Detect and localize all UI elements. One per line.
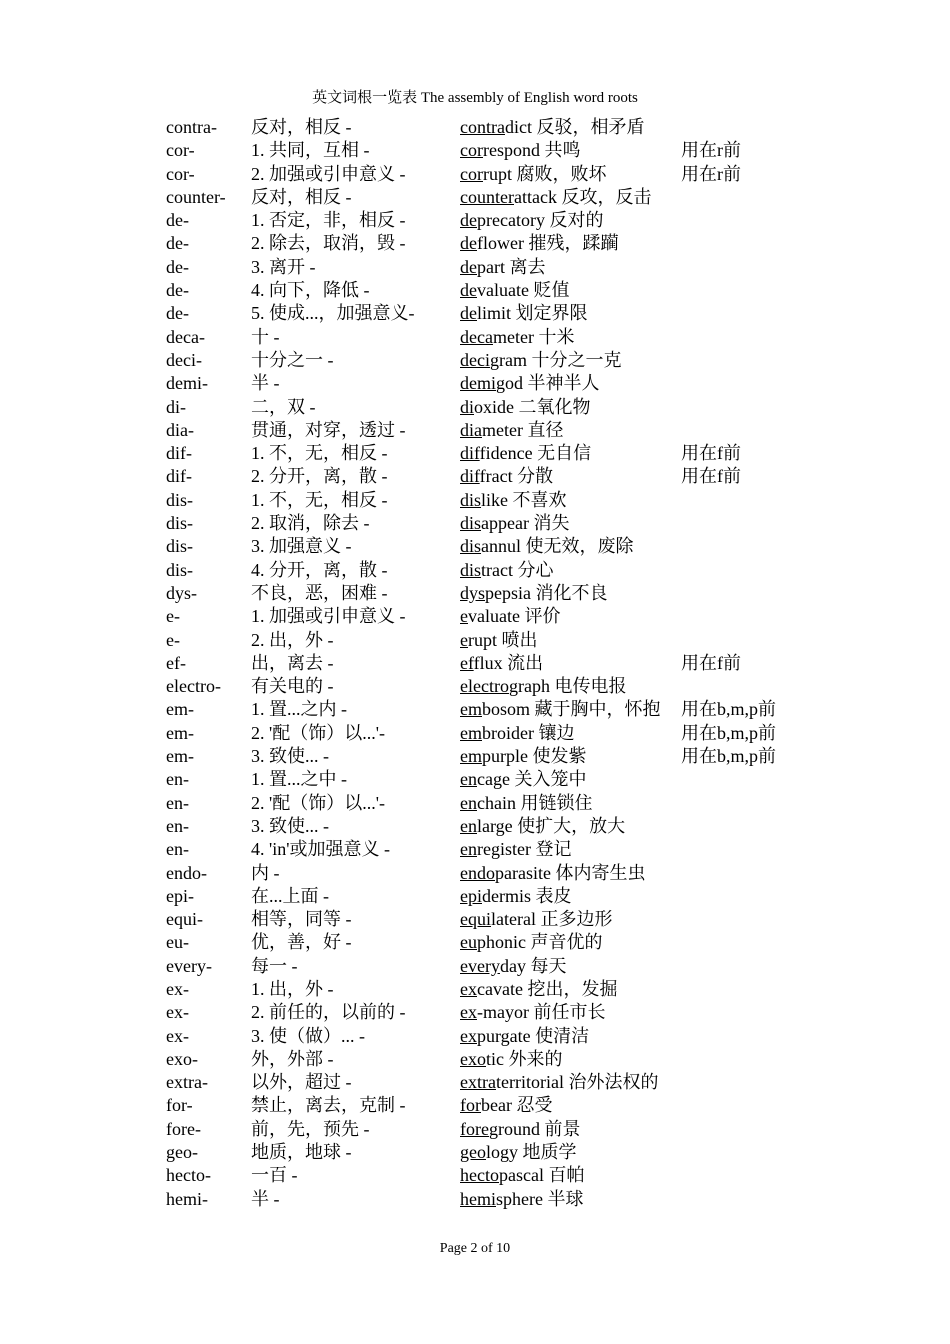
example-rest: territorial 治外法权的 xyxy=(495,1072,659,1093)
list-item xyxy=(0,885,950,908)
prefix-cell: every- xyxy=(166,955,212,976)
prefix-cell: contra- xyxy=(166,117,217,137)
example-root: deci xyxy=(460,349,490,370)
example-rest: limit 划定界限 xyxy=(477,303,588,324)
meaning-cell: 贯通，对穿，透过 - xyxy=(251,419,406,440)
note-cell: 用在b,m,p前 xyxy=(681,699,777,720)
list-item xyxy=(0,1071,950,1094)
example-rest: cavate 挖出，发掘 xyxy=(477,978,618,999)
example-rest: appear 消失 xyxy=(481,513,570,534)
list-item xyxy=(0,1188,950,1211)
list-item xyxy=(0,279,950,302)
example-root: ef xyxy=(460,652,474,673)
prefix-cell: de- xyxy=(166,210,189,231)
list-item xyxy=(0,512,950,535)
prefix-cell: dif- xyxy=(166,466,192,487)
list-item xyxy=(0,862,950,885)
example-root: en xyxy=(460,792,477,813)
list-item xyxy=(0,302,950,325)
meaning-cell: 十分之一 - xyxy=(251,349,334,370)
example-root: ex xyxy=(460,1002,477,1023)
example-cell xyxy=(460,1118,580,1141)
list-item xyxy=(0,815,950,838)
list-item xyxy=(0,372,950,395)
example-root: dia xyxy=(460,419,482,440)
example-root: dis xyxy=(460,513,482,534)
meaning-cell: 二，双 - xyxy=(251,396,316,417)
example-cell xyxy=(460,885,572,908)
list-item xyxy=(0,349,950,372)
example-cell xyxy=(460,256,545,279)
list-item xyxy=(0,838,950,861)
prefix-cell: de- xyxy=(166,303,189,324)
prefix-cell: em- xyxy=(166,722,194,743)
example-root: cor xyxy=(460,163,483,184)
example-cell xyxy=(460,465,553,488)
example-rest: large 使扩大，放大 xyxy=(477,815,626,836)
meaning-cell: 1. 否定，非，相反 - xyxy=(251,210,406,231)
example-cell xyxy=(460,559,554,582)
example-rest: tic 外来的 xyxy=(486,1048,563,1069)
note-cell: 用在f前 xyxy=(681,443,741,464)
list-item xyxy=(0,465,950,488)
list-item xyxy=(0,256,950,279)
prefix-cell: de- xyxy=(166,280,189,301)
prefix-cell: equi- xyxy=(166,909,203,930)
list-item xyxy=(0,955,950,978)
example-root: eu xyxy=(460,932,477,953)
prefix-cell: cor- xyxy=(166,163,195,184)
example-root: for xyxy=(460,1095,481,1116)
prefix-cell: dia- xyxy=(166,419,194,440)
list-item xyxy=(0,419,950,442)
example-rest: graph 电传电报 xyxy=(508,676,627,697)
example-root: dif xyxy=(460,466,480,487)
example-root: de xyxy=(460,280,477,301)
example-root: cor xyxy=(460,140,483,161)
example-cell xyxy=(460,489,567,512)
list-item xyxy=(0,722,950,745)
example-rest: pepsia 消化不良 xyxy=(485,582,608,603)
list-item xyxy=(0,186,950,209)
list-item xyxy=(0,489,950,512)
example-rest: day 每天 xyxy=(499,955,567,976)
example-cell xyxy=(460,372,600,395)
meaning-cell: 外，外部 - xyxy=(251,1048,334,1069)
note-cell: 用在b,m,p前 xyxy=(681,746,777,767)
meaning-cell: 2. '配（饰）以...'- xyxy=(251,792,385,813)
example-rest: broider 镶边 xyxy=(482,722,575,743)
meaning-cell: 1. 置...之内 - xyxy=(251,699,347,720)
example-rest: oxide 二氧化物 xyxy=(474,396,591,417)
note-cell: 用在f前 xyxy=(681,466,741,487)
prefix-cell: dis- xyxy=(166,536,193,557)
example-root: extra xyxy=(460,1072,496,1093)
example-rest: cage 关入笼中 xyxy=(477,769,587,790)
list-item xyxy=(0,605,950,628)
prefix-cell: epi- xyxy=(166,885,194,906)
list-item xyxy=(0,1141,950,1164)
example-root: dys xyxy=(460,582,486,603)
prefix-cell: de- xyxy=(166,233,189,254)
meaning-cell: 半 - xyxy=(251,1188,280,1209)
example-rest: valuate 贬值 xyxy=(477,280,570,301)
list-item xyxy=(0,1001,950,1024)
list-item xyxy=(0,559,950,582)
list-item xyxy=(0,1094,950,1117)
example-root: em xyxy=(460,722,482,743)
word-root-list xyxy=(0,116,950,1211)
list-item xyxy=(0,139,950,162)
example-root: fore xyxy=(460,1118,489,1139)
example-cell xyxy=(460,1141,577,1164)
prefix-cell: ex- xyxy=(166,1002,189,1023)
prefix-cell: hemi- xyxy=(166,1188,208,1209)
list-item xyxy=(0,163,950,186)
example-cell xyxy=(460,815,625,838)
prefix-cell: ex- xyxy=(166,1025,189,1046)
example-root: counter xyxy=(460,186,514,207)
example-rest: -mayor 前任市长 xyxy=(477,1002,606,1023)
example-root: demi xyxy=(460,373,496,394)
example-root: geo xyxy=(460,1142,486,1163)
example-root: ex xyxy=(460,978,477,999)
meaning-cell: 地质，地球 - xyxy=(251,1142,352,1163)
meaning-cell: 反对，相反 - xyxy=(251,186,352,207)
example-rest: bosom 藏于胸中，怀抱 xyxy=(482,699,661,720)
prefix-cell: exo- xyxy=(166,1048,198,1069)
example-root: endo xyxy=(460,862,495,883)
list-item xyxy=(0,1048,950,1071)
example-rest: register 登记 xyxy=(477,839,572,860)
meaning-cell: 禁止，离去，克制 - xyxy=(251,1095,406,1116)
prefix-cell: e- xyxy=(166,629,180,650)
meaning-cell: 一百 - xyxy=(251,1165,298,1186)
example-cell xyxy=(460,698,661,721)
meaning-cell: 2. 除去，取消，毁 - xyxy=(251,233,406,254)
example-cell xyxy=(460,955,566,978)
example-cell xyxy=(460,1094,552,1117)
prefix-cell: en- xyxy=(166,792,189,813)
prefix-cell: cor- xyxy=(166,140,195,161)
example-rest: lateral 正多边形 xyxy=(491,909,613,930)
prefix-cell: e- xyxy=(166,606,180,627)
example-root: dis xyxy=(460,536,482,557)
example-rest: parasite 体内寄生虫 xyxy=(495,862,646,883)
prefix-cell: en- xyxy=(166,815,189,836)
meaning-cell: 2. 取消，除去 - xyxy=(251,513,370,534)
example-rest: tract 分心 xyxy=(481,559,554,580)
list-item xyxy=(0,535,950,558)
example-rest: dict 反驳，相矛盾 xyxy=(504,117,645,137)
list-item xyxy=(0,675,950,698)
meaning-cell: 4. 分开，离，散 - xyxy=(251,559,388,580)
meaning-cell: 以外，超过 - xyxy=(251,1072,352,1093)
meaning-cell: 3. 使（做）... - xyxy=(251,1025,365,1046)
prefix-cell: ef- xyxy=(166,652,186,673)
prefix-cell: demi- xyxy=(166,373,208,394)
example-rest: purgate 使清洁 xyxy=(477,1025,590,1046)
prefix-cell: em- xyxy=(166,746,194,767)
example-cell xyxy=(460,419,563,442)
example-cell xyxy=(460,792,592,815)
meaning-cell: 十 - xyxy=(251,326,280,347)
example-rest: god 半神半人 xyxy=(496,373,600,394)
example-rest: phonic 声音优的 xyxy=(477,932,603,953)
meaning-cell: 1. 不，无，相反 - xyxy=(251,489,388,510)
example-rest: dermis 表皮 xyxy=(482,885,572,906)
example-cell xyxy=(460,209,603,232)
meaning-cell: 每一 - xyxy=(251,955,298,976)
prefix-cell: dis- xyxy=(166,559,193,580)
example-cell xyxy=(460,349,621,372)
example-cell xyxy=(460,605,560,628)
example-rest: attack 反攻，反击 xyxy=(513,186,652,207)
prefix-cell: counter- xyxy=(166,186,226,207)
example-cell xyxy=(460,629,538,652)
example-cell xyxy=(460,302,588,325)
example-rest: gram 十分之一克 xyxy=(489,349,622,370)
example-cell xyxy=(460,139,580,162)
meaning-cell: 2. 加强或引申意义 - xyxy=(251,163,406,184)
prefix-cell: em- xyxy=(166,699,194,720)
list-item xyxy=(0,768,950,791)
example-root: de xyxy=(460,233,477,254)
example-root: electro xyxy=(460,676,509,697)
example-cell xyxy=(460,908,612,931)
example-rest: fract 分散 xyxy=(479,466,554,487)
example-cell xyxy=(460,862,645,885)
prefix-cell: eu- xyxy=(166,932,189,953)
example-rest: part 离去 xyxy=(477,256,546,277)
prefix-cell: dis- xyxy=(166,513,193,534)
meaning-cell: 出，离去 - xyxy=(251,652,334,673)
example-cell xyxy=(460,116,644,139)
meaning-cell: 1. 出，外 - xyxy=(251,978,334,999)
prefix-cell: geo- xyxy=(166,1142,198,1163)
example-cell xyxy=(460,396,591,419)
meaning-cell: 3. 离开 - xyxy=(251,256,316,277)
prefix-cell: dis- xyxy=(166,489,193,510)
prefix-cell: di- xyxy=(166,396,186,417)
prefix-cell: endo- xyxy=(166,862,207,883)
list-item xyxy=(0,698,950,721)
example-root: de xyxy=(460,210,477,231)
prefix-cell: deci- xyxy=(166,349,202,370)
example-cell xyxy=(460,652,543,675)
example-cell xyxy=(460,1025,589,1048)
example-root: de xyxy=(460,303,477,324)
list-item xyxy=(0,652,950,675)
meaning-cell: 优，善，好 - xyxy=(251,932,352,953)
example-root: em xyxy=(460,699,482,720)
example-rest: flux 流出 xyxy=(473,652,544,673)
meaning-cell: 相等，同等 - xyxy=(251,909,352,930)
prefix-cell: extra- xyxy=(166,1072,208,1093)
page-footer: Page 2 of 10 xyxy=(439,1241,511,1256)
meaning-cell: 半 - xyxy=(251,373,280,394)
example-root: hecto xyxy=(460,1165,499,1186)
example-root: di xyxy=(460,396,475,417)
meaning-cell: 有关电的 - xyxy=(251,676,334,697)
list-item xyxy=(0,1164,950,1187)
meaning-cell: 3. 致使... - xyxy=(251,815,329,836)
example-rest: meter 直径 xyxy=(482,419,564,440)
example-root: every xyxy=(460,955,500,976)
example-cell xyxy=(460,1164,584,1187)
example-cell xyxy=(460,675,626,698)
example-rest: rupt 喷出 xyxy=(468,629,538,650)
meaning-cell: 5. 使成...，加强意义- xyxy=(251,303,415,324)
meaning-cell: 4. 向下，降低 - xyxy=(251,280,370,301)
example-rest: respond 共鸣 xyxy=(482,140,581,161)
example-rest: chain 用链锁住 xyxy=(477,792,593,813)
example-rest: precatory 反对的 xyxy=(477,210,604,231)
note-cell: 用在r前 xyxy=(681,140,741,161)
meaning-cell: 2. '配（饰）以...'- xyxy=(251,722,385,743)
prefix-cell: deca- xyxy=(166,326,205,347)
prefix-cell: for- xyxy=(166,1095,193,1116)
example-root: exo xyxy=(460,1048,486,1069)
meaning-cell: 2. 前任的，以前的 - xyxy=(251,1002,406,1023)
example-rest: annul 使无效，废除 xyxy=(481,536,634,557)
list-item xyxy=(0,232,950,255)
example-cell xyxy=(460,1071,658,1094)
example-cell xyxy=(460,326,574,349)
page-header: 英文词根一览表 The assembly of English word roots xyxy=(312,90,638,106)
example-rest: rupt 腐败，败坏 xyxy=(482,163,607,184)
list-item xyxy=(0,629,950,652)
example-cell xyxy=(460,978,617,1001)
example-root: de xyxy=(460,256,477,277)
list-item xyxy=(0,792,950,815)
meaning-cell: 1. 置...之中 - xyxy=(251,769,347,790)
list-item xyxy=(0,978,950,1001)
example-cell xyxy=(460,931,603,954)
note-cell: 用在r前 xyxy=(681,163,741,184)
note-cell: 用在b,m,p前 xyxy=(681,722,777,743)
example-cell xyxy=(460,186,651,209)
example-cell xyxy=(460,768,586,791)
example-cell xyxy=(460,1001,605,1024)
note-cell: 用在f前 xyxy=(681,652,741,673)
list-item xyxy=(0,442,950,465)
example-rest: logy 地质学 xyxy=(486,1142,577,1163)
example-rest: valuate 评价 xyxy=(468,606,561,627)
example-cell xyxy=(460,535,634,558)
example-rest: purple 使发紫 xyxy=(482,746,587,767)
list-item xyxy=(0,116,950,139)
meaning-cell: 不良，恶，困难 - xyxy=(251,582,388,603)
meaning-cell: 内 - xyxy=(251,862,280,883)
prefix-cell: en- xyxy=(166,769,189,790)
meaning-cell: 前，先，预先 - xyxy=(251,1118,370,1139)
prefix-cell: ex- xyxy=(166,978,189,999)
example-cell xyxy=(460,512,569,535)
prefix-cell: en- xyxy=(166,839,189,860)
example-root: dif xyxy=(460,443,480,464)
meaning-cell: 1. 共同，互相 - xyxy=(251,140,370,161)
list-item xyxy=(0,326,950,349)
example-cell xyxy=(460,1188,583,1211)
example-cell xyxy=(460,279,569,302)
example-rest: sphere 半球 xyxy=(496,1188,584,1209)
meaning-cell: 1. 不，无，相反 - xyxy=(251,443,388,464)
example-rest: bear 忍受 xyxy=(481,1095,553,1116)
example-cell xyxy=(460,1048,563,1071)
prefix-cell: electro- xyxy=(166,676,221,697)
prefix-cell: hecto- xyxy=(166,1165,211,1186)
list-item xyxy=(0,931,950,954)
example-root: e xyxy=(460,629,468,650)
list-item xyxy=(0,1118,950,1141)
meaning-cell: 2. 分开，离，散 - xyxy=(251,466,388,487)
example-root: en xyxy=(460,769,477,790)
example-rest: ground 前景 xyxy=(488,1118,581,1139)
meaning-cell: 3. 致使... - xyxy=(251,746,329,767)
example-cell xyxy=(460,838,571,861)
list-item xyxy=(0,396,950,419)
list-item xyxy=(0,745,950,768)
example-root: dis xyxy=(460,559,482,580)
example-root: e xyxy=(460,606,468,627)
example-rest: pascal 百帕 xyxy=(498,1165,585,1186)
meaning-cell: 2. 出，外 - xyxy=(251,629,334,650)
example-root: contra xyxy=(460,117,505,137)
example-rest: flower 摧残，蹂躏 xyxy=(477,233,619,254)
example-rest: meter 十米 xyxy=(492,326,575,347)
example-cell xyxy=(460,582,608,605)
example-root: dis xyxy=(460,489,482,510)
prefix-cell: dif- xyxy=(166,443,192,464)
meaning-cell: 反对，相反 - xyxy=(251,117,352,137)
example-root: hemi xyxy=(460,1188,496,1209)
list-item xyxy=(0,1025,950,1048)
example-root: epi xyxy=(460,885,482,906)
meaning-cell: 3. 加强意义 - xyxy=(251,536,352,557)
prefix-cell: fore- xyxy=(166,1118,201,1139)
example-rest: like 不喜欢 xyxy=(481,489,567,510)
example-root: equi xyxy=(460,909,491,930)
example-rest: fidence 无自信 xyxy=(479,443,592,464)
example-root: en xyxy=(460,839,477,860)
list-item xyxy=(0,209,950,232)
meaning-cell: 1. 加强或引申意义 - xyxy=(251,606,406,627)
example-cell xyxy=(460,745,586,768)
meaning-cell: 在...上面 - xyxy=(251,885,329,906)
list-item xyxy=(0,908,950,931)
example-cell xyxy=(460,722,574,745)
example-cell xyxy=(460,163,606,186)
example-root: deca xyxy=(460,326,493,347)
example-root: ex xyxy=(460,1025,477,1046)
example-cell xyxy=(460,442,591,465)
meaning-cell: 4. 'in'或加强意义 - xyxy=(251,839,390,860)
prefix-cell: de- xyxy=(166,256,189,277)
example-cell xyxy=(460,232,618,255)
example-root: em xyxy=(460,746,482,767)
example-root: en xyxy=(460,815,477,836)
list-item xyxy=(0,582,950,605)
prefix-cell: dys- xyxy=(166,582,197,603)
